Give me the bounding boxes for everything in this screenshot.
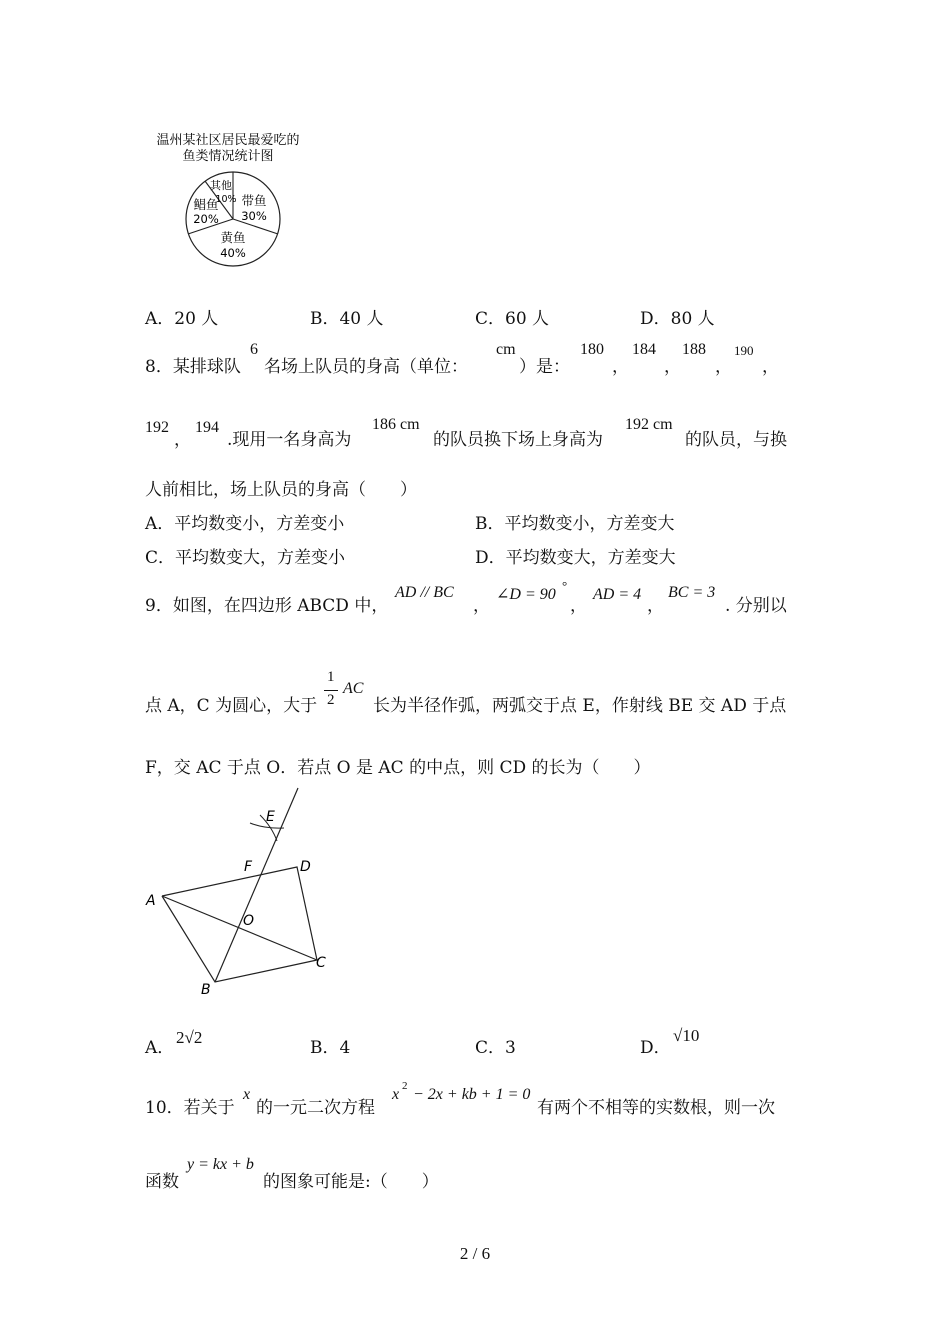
- q9-text-line2b: 长为半径作弧，两弧交于点 E，作射线 BE 交 AD 于点: [373, 696, 787, 716]
- q10-text-4: 函数: [145, 1172, 179, 1192]
- q8-comma-4: ，: [762, 357, 779, 377]
- q10-function: y = kx + b: [187, 1156, 254, 1173]
- q9-math-ad: AD = 4: [593, 586, 642, 603]
- q10-text-3: 有两个不相等的实数根，则一次: [537, 1098, 775, 1118]
- q9-math-angle: ∠D = 90: [496, 586, 556, 603]
- q8-comma-2: ，: [664, 357, 681, 377]
- pie-percent-daiyu: 30%: [241, 209, 267, 223]
- pie-percent-changyu: 20%: [193, 212, 219, 226]
- q8-option-b: B．平均数变小，方差变大: [475, 514, 675, 534]
- q10-eq-x: x: [392, 1086, 400, 1103]
- q9-text-2: . 分别以: [725, 596, 787, 616]
- label-b: B: [201, 982, 211, 998]
- q10-eq-rest: − 2x + kb + 1 = 0: [413, 1086, 531, 1103]
- q10-var-x: x: [243, 1086, 251, 1103]
- q10-text-5: 的图象可能是:（ ）: [263, 1172, 439, 1192]
- q9-option-c: C．3: [475, 1038, 516, 1058]
- q8-text-5: 的队员换下场上身高为: [433, 430, 603, 450]
- label-c: C: [316, 955, 326, 971]
- page-number: 2 / 6: [459, 1244, 491, 1263]
- q8-height-6: 194: [195, 419, 219, 436]
- q9-math-parallel: AD // BC: [395, 584, 454, 601]
- label-f: F: [244, 859, 253, 875]
- q9-text-line3: F，交 AC 于点 O．若点 O 是 AC 的中点，则 CD 的长为（ ）: [145, 758, 651, 778]
- pie-percent-other: 10%: [215, 194, 237, 205]
- q8-height-3: 188: [682, 341, 706, 358]
- q7-option-b: B．40 人: [310, 309, 384, 329]
- pie-label-changyu: 鲳鱼: [193, 197, 219, 212]
- q8-comma-3: ，: [715, 357, 732, 377]
- label-a: A: [146, 893, 156, 909]
- label-d: D: [300, 859, 311, 875]
- q8-option-c: C．平均数变大，方差变小: [145, 548, 346, 568]
- ray-be: [215, 788, 298, 982]
- q8-text-6: 的队员，与换: [685, 430, 787, 450]
- q9-option-d: D．: [640, 1038, 671, 1058]
- q9-fraction-bar: [324, 690, 338, 691]
- q9-fraction-variable: AC: [343, 680, 364, 697]
- q9-degree: °: [562, 578, 568, 593]
- q8-text-3: ）是：: [519, 357, 570, 377]
- q8-text-line3: 人前相比，场上队员的身高（ ）: [145, 480, 417, 500]
- q8-text-1: 8．某排球队: [145, 357, 241, 377]
- q9-option-a-math: 2√2: [176, 1028, 203, 1047]
- q9-option-d-math: √10: [673, 1026, 700, 1045]
- label-e: E: [266, 809, 275, 825]
- q8-value-186: 186 cm: [372, 416, 420, 433]
- q7-option-a: A．20 人: [145, 309, 219, 329]
- pie-chart: [140, 126, 320, 276]
- q7-option-c: C．60 人: [475, 309, 550, 329]
- q8-height-5: 192: [145, 419, 169, 436]
- q8-unit: cm: [496, 341, 516, 358]
- q8-value-192: 192 cm: [625, 416, 673, 433]
- q9-fraction-numerator: 1: [327, 669, 335, 685]
- diagonal-ac: [162, 896, 317, 960]
- pie-label-huangyu: 黄鱼: [220, 230, 246, 245]
- q10-eq-exponent: 2: [402, 1080, 408, 1092]
- q8-comma-1: ，: [612, 357, 629, 377]
- q8-height-4: 190: [734, 343, 754, 358]
- q8-text-4: .现用一名身高为: [227, 430, 352, 450]
- q9-math-bc: BC = 3: [668, 584, 716, 601]
- q9-text-line2a: 点 A，C 为圆心，大于: [145, 696, 318, 716]
- q8-option-d: D．平均数变大，方差变大: [475, 548, 676, 568]
- q9-geometry-figure: [140, 785, 340, 1000]
- q8-text-2: 名场上队员的身高（单位：: [264, 357, 468, 377]
- q7-option-d: D．80 人: [640, 309, 715, 329]
- q8-comma-5: ，: [174, 430, 191, 450]
- q9-comma-3: ，: [647, 596, 664, 616]
- q9-option-a: A．: [145, 1038, 175, 1058]
- q8-height-2: 184: [632, 341, 656, 358]
- pie-label-daiyu: 带鱼: [241, 193, 267, 208]
- q10-text-1: 10．若关于: [145, 1098, 235, 1118]
- pie-percent-huangyu: 40%: [220, 246, 246, 260]
- q9-comma-1: ，: [473, 596, 490, 616]
- q9-text-1: 9．如图，在四边形 ABCD 中，: [145, 596, 389, 616]
- pie-label-other: 其他: [210, 179, 232, 192]
- q10-text-2: 的一元二次方程: [256, 1098, 375, 1118]
- label-o: O: [243, 913, 255, 929]
- q8-option-a: A．平均数变小，方差变小: [145, 514, 345, 534]
- pie-title-line2: 鱼类情况统计图: [182, 149, 274, 164]
- q9-comma-2: ，: [570, 596, 587, 616]
- q9-option-b: B．4: [310, 1038, 351, 1058]
- q9-fraction-denominator: 2: [327, 692, 335, 708]
- q8-count: 6: [250, 341, 258, 358]
- q8-height-1: 180: [580, 341, 604, 358]
- pie-title-line1: 温州某社区居民最爱吃的: [156, 133, 300, 148]
